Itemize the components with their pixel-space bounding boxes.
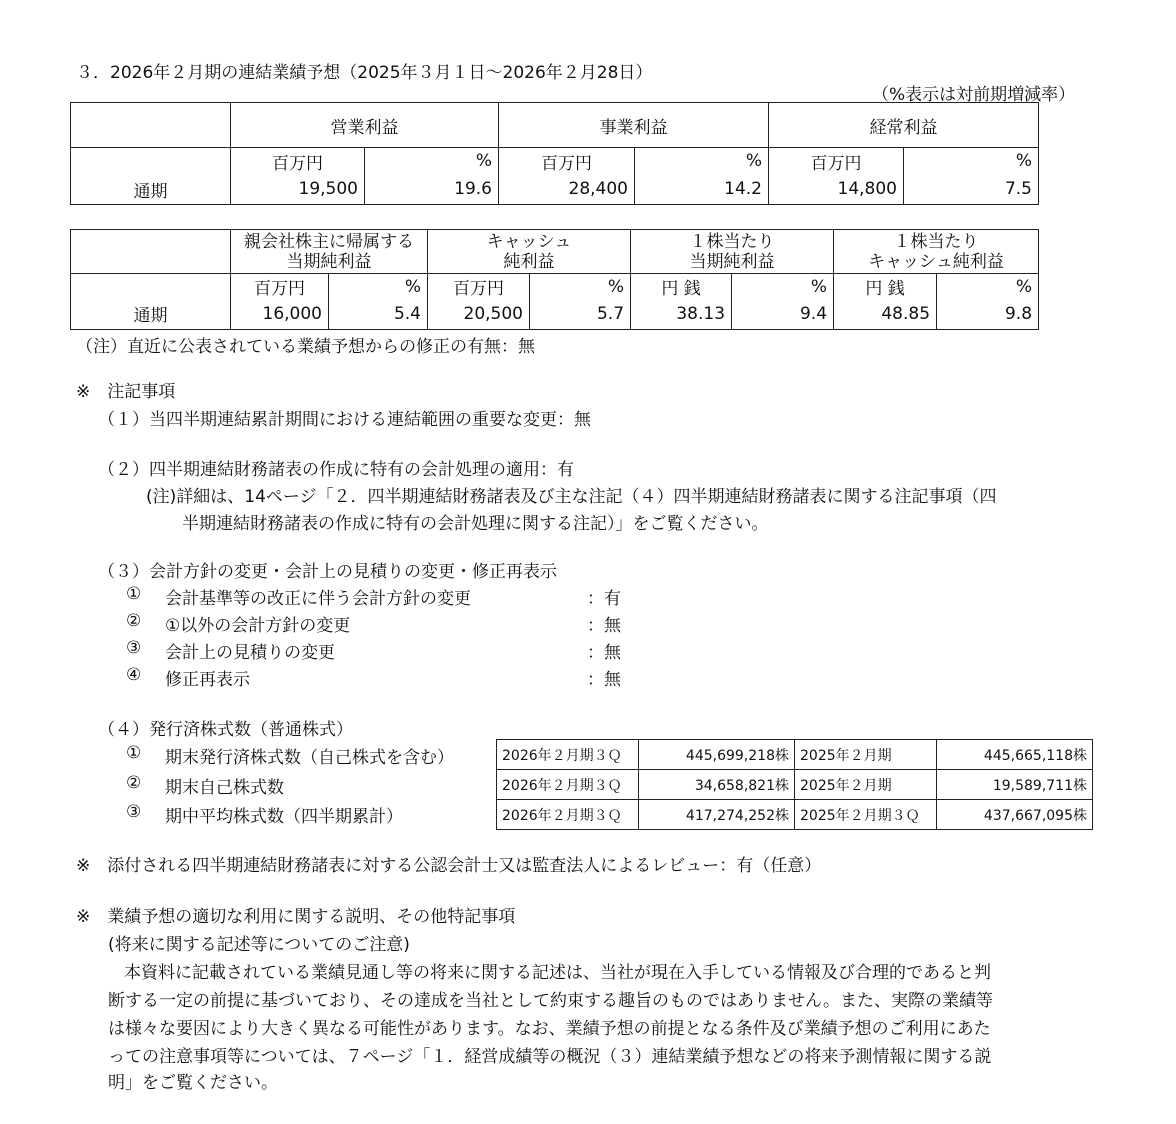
unit-cell: % [937, 274, 1039, 300]
shares-value: 417,274,252株 [639, 800, 795, 830]
forecast-paragraph-line: っての注意事項等については、７ページ「１．経営成績等の概況（３）連結業績予想などの将来予測情報に関する説 [108, 1047, 992, 1067]
table2-blank-header [71, 230, 231, 274]
header-line: １株当たり [689, 231, 775, 252]
value-cell: 14,800 [769, 175, 904, 205]
list-item-label: 期末発行済株式数（自己株式を含む） [165, 748, 454, 768]
value-cell: 5.4 [329, 299, 428, 329]
list-item-label: 会計上の見積りの変更 [165, 643, 335, 663]
unit-cell: 円 銭 [834, 274, 937, 300]
review-note: ※ 添付される四半期連結財務諸表に対する公認会計士又は監査法人によるレビュー：有（任意） [76, 856, 822, 876]
value-cell: 9.8 [937, 299, 1039, 329]
forecast-subheading: (将来に関する記述等についてのご注意) [108, 935, 410, 955]
list-item-number: ② [126, 611, 142, 631]
header-ordinary-income: 経常利益 [769, 103, 1039, 148]
shares-period: 2025年２月期 [795, 770, 937, 800]
header-line: １株当たり [893, 231, 979, 252]
note-item-2-detail: 半期連結財務諸表の作成に特有の会計処理に関する注記）」をご覧ください。 [182, 514, 769, 534]
value-cell: 19.6 [365, 175, 499, 205]
note-item-4: （４）発行済株式数（普通株式） [98, 720, 353, 740]
unit-cell: 円 銭 [631, 274, 732, 300]
shares-value: 445,699,218株 [639, 740, 795, 770]
value-cell: 20,500 [428, 299, 530, 329]
value-cell: 16,000 [231, 299, 329, 329]
header-line: キャッシュ純利益 [868, 251, 1004, 272]
shares-period: 2026年２月期３Ｑ [497, 770, 639, 800]
list-item-number: ① [126, 743, 142, 763]
table2-unit-blank [71, 274, 231, 300]
percent-note: （%表示は対前期増減率） [872, 85, 1076, 105]
header-line: 当期純利益 [286, 251, 372, 272]
value-cell: 19,500 [231, 175, 365, 205]
shares-period: 2025年２月期 [795, 740, 937, 770]
header-net-income-parent [231, 230, 428, 274]
revision-note: （注）直近に公表されている業績予想からの修正の有無：無 [76, 337, 535, 357]
unit-cell: 百万円 [428, 274, 530, 300]
list-item-label: 期中平均株式数（四半期累計） [165, 807, 403, 827]
row-label-full-year: 通期 [71, 299, 231, 329]
value-cell: 7.5 [904, 175, 1039, 205]
header-operating-income: 営業利益 [231, 103, 499, 148]
table1-blank-header [71, 103, 231, 148]
list-item-value: ：有 [587, 589, 621, 609]
shares-table [496, 739, 1093, 830]
value-cell: 48.85 [834, 299, 937, 329]
value-cell: 14.2 [635, 175, 769, 205]
shares-value: 437,667,095株 [937, 800, 1093, 830]
unit-cell: % [530, 274, 631, 300]
header-cash-eps [834, 230, 1039, 274]
unit-cell: % [904, 148, 1039, 175]
header-line: 純利益 [503, 251, 555, 272]
header-line: 当期純利益 [689, 251, 775, 272]
list-item-value: ：無 [587, 670, 621, 690]
forecast-heading: ※ 業績予想の適切な利用に関する説明、その他特記事項 [76, 907, 516, 927]
note-item-2: （２）四半期連結財務諸表の作成に特有の会計処理の適用：有 [98, 460, 574, 480]
unit-cell: 百万円 [769, 148, 904, 175]
unit-cell: % [365, 148, 499, 175]
list-item-number: ① [126, 584, 142, 604]
shares-value: 19,589,711株 [937, 770, 1093, 800]
list-item-number: ④ [126, 665, 142, 685]
shares-value: 34,658,821株 [639, 770, 795, 800]
list-item-value: ：無 [587, 643, 621, 663]
forecast-table-1 [70, 102, 1039, 205]
shares-period: 2025年２月期３Ｑ [795, 800, 937, 830]
list-item-number: ③ [126, 638, 142, 658]
note-item-1: （１）当四半期連結累計期間における連結範囲の重要な変更：無 [98, 410, 591, 430]
unit-cell: % [635, 148, 769, 175]
forecast-paragraph-line: 断する一定の前提に基づいており、その達成を当社として約束する趣旨のものではありません。また、実際の業績等 [108, 991, 994, 1011]
shares-period: 2026年２月期３Ｑ [497, 800, 639, 830]
forecast-paragraph-line: 明」をご覧ください。 [108, 1073, 278, 1093]
unit-cell: 百万円 [231, 148, 365, 175]
note-item-2-detail: (注)詳細は、14ページ「２．四半期連結財務諸表及び主な注記（４）四半期連結財務諸表に関する注記事項（四 [146, 487, 997, 507]
value-cell: 28,400 [499, 175, 635, 205]
forecast-table-2 [70, 229, 1039, 330]
unit-cell: 百万円 [231, 274, 329, 300]
shares-period: 2026年２月期３Ｑ [497, 740, 639, 770]
header-business-profit: 事業利益 [499, 103, 769, 148]
table1-unit-blank [71, 148, 231, 175]
list-item-label: 期末自己株式数 [165, 778, 284, 798]
header-line: 親会社株主に帰属する [244, 231, 414, 252]
header-eps [631, 230, 834, 274]
note-item-3: （３）会計方針の変更・会計上の見積りの変更・修正再表示 [98, 562, 557, 582]
shares-value: 445,665,118株 [937, 740, 1093, 770]
value-cell: 38.13 [631, 299, 732, 329]
list-item-label: 会計基準等の改正に伴う会計方針の変更 [165, 589, 471, 609]
forecast-paragraph-line: 本資料に記載されている業績見通し等の将来に関する記述は、当社が現在入手している情報及び合理的であると判 [124, 963, 991, 983]
unit-cell: % [732, 274, 834, 300]
list-item-value: ：無 [587, 616, 621, 636]
list-item-number: ② [126, 773, 142, 793]
value-cell: 5.7 [530, 299, 631, 329]
header-cash-net-income [428, 230, 631, 274]
forecast-paragraph-line: は様々な要因により大きく異なる可能性があります。なお、業績予想の前提となる条件及び業績予想のご利用にあた [108, 1019, 991, 1039]
list-item-number: ③ [126, 802, 142, 822]
header-line: キャッシュ [486, 231, 572, 252]
row-label-full-year: 通期 [71, 175, 231, 205]
list-item-label: ①以外の会計方針の変更 [165, 616, 351, 636]
unit-cell: % [329, 274, 428, 300]
value-cell: 9.4 [732, 299, 834, 329]
unit-cell: 百万円 [499, 148, 635, 175]
notes-heading: ※ 注記事項 [76, 382, 176, 402]
section-title: ３．2026年２月期の連結業績予想（2025年３月１日～2026年２月28日） [76, 63, 653, 83]
list-item-label: 修正再表示 [165, 670, 250, 690]
